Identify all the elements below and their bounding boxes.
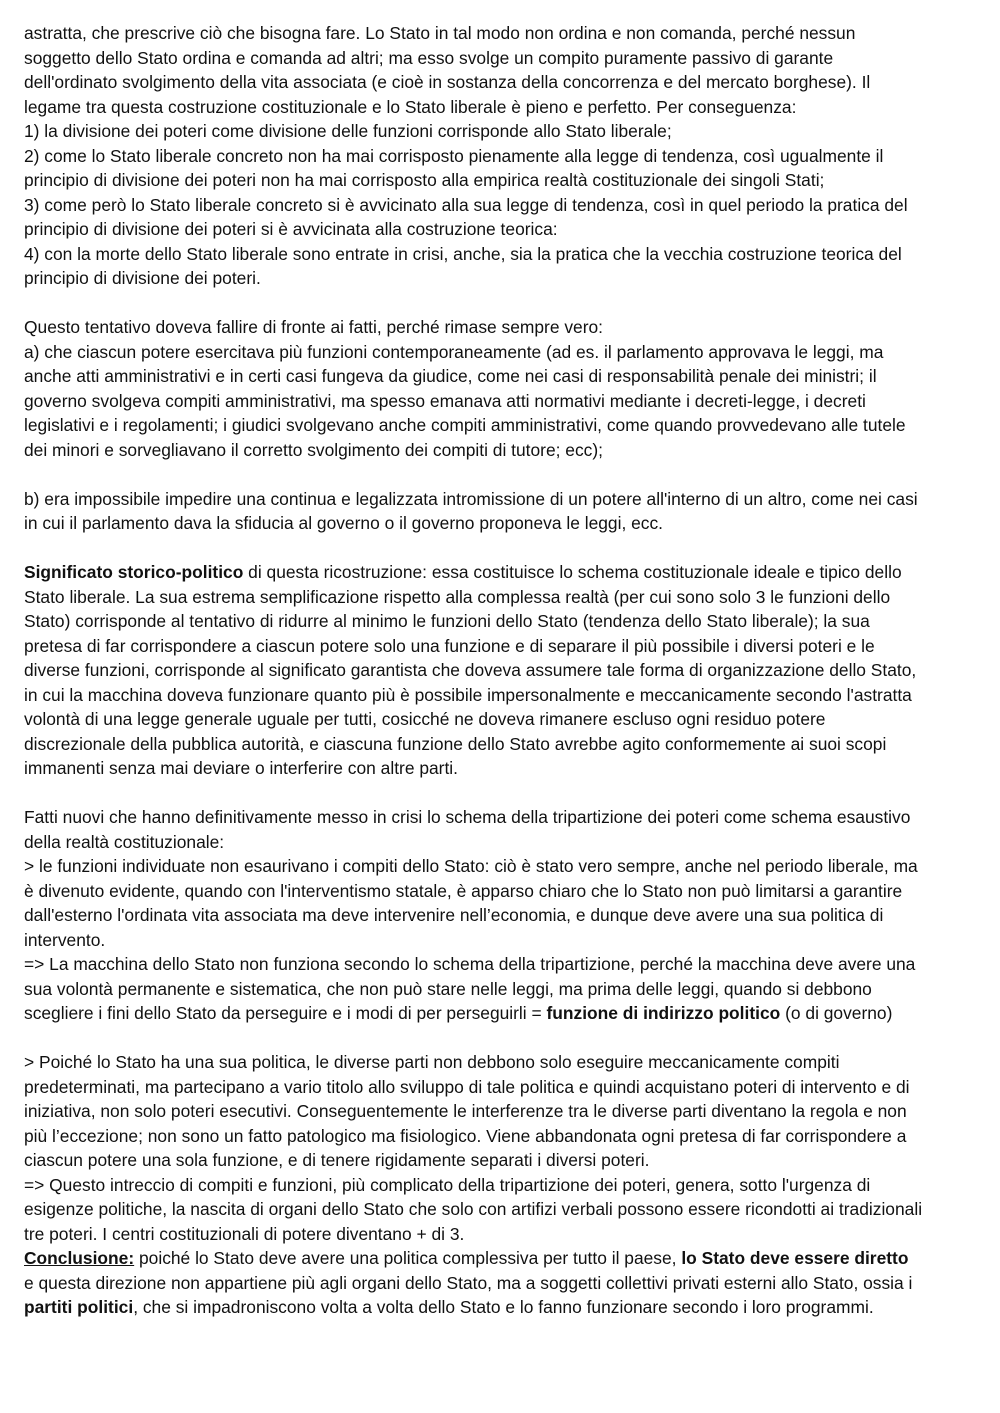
text-line: > le funzioni individuate non esaurivano i compiti dello Stato: ciò è stato vero sempre, anche nel periodo liberale, ma — [24, 856, 918, 876]
list-item: 2) come lo Stato liberale concreto non ha mai corrisposto pienamente alla legge di tendenza, così ugualmente il — [24, 145, 884, 166]
text-line: immanenti senza mai deviare o interferire con altre parti. — [24, 758, 458, 778]
text-line: in cui la macchina doveva funzionare quanto più è possibile impersonalmente e meccanicamente secondo l'astratta — [24, 684, 912, 705]
paragraph-liberal-state — [24, 21, 977, 291]
text-line: della realtà costituzionale: — [24, 831, 225, 852]
text-span: poiché lo Stato deve avere una politica complessiva per tutto il paese, — [134, 1248, 682, 1268]
bold-heading: Significato storico-politico — [24, 562, 244, 582]
text-span: scegliere i fini dello Stato da perseguire e i modi di per perseguirli = — [24, 1003, 547, 1023]
text-line: dell'ordinato svolgimento della vita associata (e cioè in sostanza della concorrenza e del mercato borghese). Il — [24, 72, 871, 92]
text-span: , che si impadroniscono volta a volta dello Stato e lo fanno funzionare secondo i loro programmi. — [133, 1297, 874, 1317]
text-line: pretesa di far corrispondere a ciascun potere solo una funzione e di separare il più possibile i diversi poteri e le — [24, 635, 875, 656]
list-item: 4) con la morte dello Stato liberale sono entrate in crisi, anche, sia la pratica che la vecchia costruzione teorica del — [24, 243, 902, 264]
bold-term: funzione di indirizzo politico — [546, 1003, 781, 1023]
paragraph-interference — [24, 487, 977, 536]
text-line: discrezionale della pubblica autorità, e ciascuna funzione dello Stato avrebbe agito conformemente ai suoi scopi — [24, 733, 887, 754]
list-item: a) che ciascun potere esercitava più funzioni contemporaneamente (ad es. il parlamento approvava le leggi, ma — [24, 341, 884, 362]
conclusion-label: Conclusione: — [24, 1248, 135, 1268]
paragraph-gap — [24, 536, 977, 561]
paragraph-gap — [24, 462, 977, 487]
list-item: b) era impossibile impedire una continua e legalizzata intromissione di un potere all'interno di un altro, come nei casi — [24, 488, 918, 509]
text-line: anche atti amministrativi e in certi casi fungeva da giudice, come nei casi di responsabilità penale dei ministri; il — [24, 366, 877, 386]
text-line — [24, 1295, 977, 1320]
text-line: dei minori e sorvegliavano il corretto svolgimento dei compiti di tutore; ecc); — [24, 439, 603, 460]
text-line — [24, 1246, 977, 1271]
text-line: più l’eccezione; non sono un fatto patologico ma fisiologico. Viene abbandonata ogni pretesa di far corrispondere a — [24, 1125, 907, 1146]
text-line — [24, 560, 977, 585]
bold-term: partiti politici — [24, 1297, 134, 1317]
paragraph-historical-meaning — [24, 560, 977, 781]
text-line: => La macchina dello Stato non funziona secondo lo schema della tripartizione, perché la macchina deve avere una — [24, 954, 916, 974]
text-line: legame tra questa costruzione costituzionale e lo Stato liberale è pieno e perfetto. Per conseguenza: — [24, 96, 797, 117]
text-line: diverse funzioni, corrisponde al significato garantista che doveva assumere tale forma di organizzazione dello Stato, — [24, 660, 917, 680]
text-line: iniziativa, non solo poteri esecutivi. Conseguentemente le interferenze tra le diverse parti diventano la regola e non — [24, 1101, 907, 1121]
text-line: principio di divisione dei poteri non ha mai corrisposto alla empirica realtà costituzionale dei singoli Stati; — [24, 170, 825, 190]
text-line: volontà di una legge generale uguale per tutti, cosicché ne doveva rimanere escluso ogni residuo potere — [24, 709, 826, 729]
paragraph-gap — [24, 1026, 977, 1051]
text-line: dall'esterno l'ordinata vita associata ma deve intervenire nell’economia, e dunque deve avere una sua politica di — [24, 905, 884, 925]
text-line: legislativi e i regolamenti; i giudici svolgevano anche compiti amministrativi, come quando provvedevano alle tutele — [24, 415, 906, 435]
text-line: intervento. — [24, 929, 106, 950]
paragraph-conclusion — [24, 1050, 977, 1320]
text-line: è divenuto evidente, quando con l'interventismo statale, è apparso chiaro che lo Stato non può limitarsi a garantire — [24, 880, 903, 901]
text-line: Fatti nuovi che hanno definitivamente messo in crisi lo schema della tripartizione dei poteri come schema esaustivo — [24, 807, 911, 827]
text-line: sua volontà permanente e sistematica, che non può stare nelle leggi, ma prima delle leggi, quando si debbono — [24, 978, 872, 999]
list-item: 1) la divisione dei poteri come divisione delle funzioni corrisponde allo Stato liberale; — [24, 121, 672, 141]
bold-term: lo Stato deve essere diretto — [681, 1248, 909, 1268]
text-span: (o di governo) — [780, 1003, 893, 1023]
text-line: Stato) corrisponde al tentativo di ridurre al minimo le funzioni dello Stato (tendenza dello Stato liberale); la sua — [24, 611, 870, 631]
paragraph-new-facts — [24, 805, 977, 1026]
text-line: principio di divisione dei poteri si è avvicinata alla costruzione teorica: — [24, 219, 558, 239]
text-line: => Questo intreccio di compiti e funzioni, più complicato della tripartizione dei poteri, genera, sotto l'urgenza di — [24, 1174, 871, 1195]
text-line: in cui il parlamento dava la sfiducia al governo o il governo proponeva le leggi, ecc. — [24, 513, 664, 533]
text-line: principio di divisione dei poteri. — [24, 268, 261, 288]
list-item: 3) come però lo Stato liberale concreto si è avvicinato alla sua legge di tendenza, così in quel periodo la pratica del — [24, 194, 908, 215]
text-line: predeterminati, ma partecipano a vario titolo allo sviluppo di tale politica e quindi acquistano poteri di intervento e di — [24, 1076, 910, 1097]
text-line: e questa direzione non appartiene più agli organi dello Stato, ma a soggetti collettivi privati esterni allo Stato, ossia i — [24, 1272, 913, 1293]
text-line: tre poteri. I centri costituzionali di potere diventano + di 3. — [24, 1223, 465, 1244]
text-line: Stato liberale. La sua estrema semplificazione rispetto alla complessa realtà (per cui sono solo 3 le funzioni dello — [24, 586, 891, 607]
text-line: Questo tentativo doveva fallire di fronte ai fatti, perché rimase sempre vero: — [24, 317, 604, 337]
text-line — [24, 1001, 977, 1026]
paragraph-gap — [24, 781, 977, 806]
text-line: > Poiché lo Stato ha una sua politica, le diverse parti non debbono solo eseguire meccanicamente compiti — [24, 1052, 840, 1072]
text-line: governo svolgeva compiti amministrativi, ma spesso emanava atti normativi mediante i decreti-legge, i decreti — [24, 390, 866, 411]
text-line: soggetto dello Stato ordina e comanda ad altri; ma esso svolge un compito puramente passivo di garante — [24, 47, 834, 68]
text-line: esigenze politiche, la nascita di organi dello Stato che solo con artifizi verbali possono essere ricondotti ai tradizionali — [24, 1199, 923, 1219]
text-span: di questa ricostruzione: essa costituisce lo schema costituzionale ideale e tipico dello — [243, 562, 902, 582]
text-line: astratta, che prescrive ciò che bisogna fare. Lo Stato in tal modo non ordina e non comanda, perché nessun — [24, 23, 856, 43]
paragraph-attempt-failed — [24, 315, 977, 462]
paragraph-gap — [24, 291, 977, 316]
text-line: ciascun potere una sola funzione, e di tenere rigidamente separati i diversi poteri. — [24, 1150, 650, 1170]
